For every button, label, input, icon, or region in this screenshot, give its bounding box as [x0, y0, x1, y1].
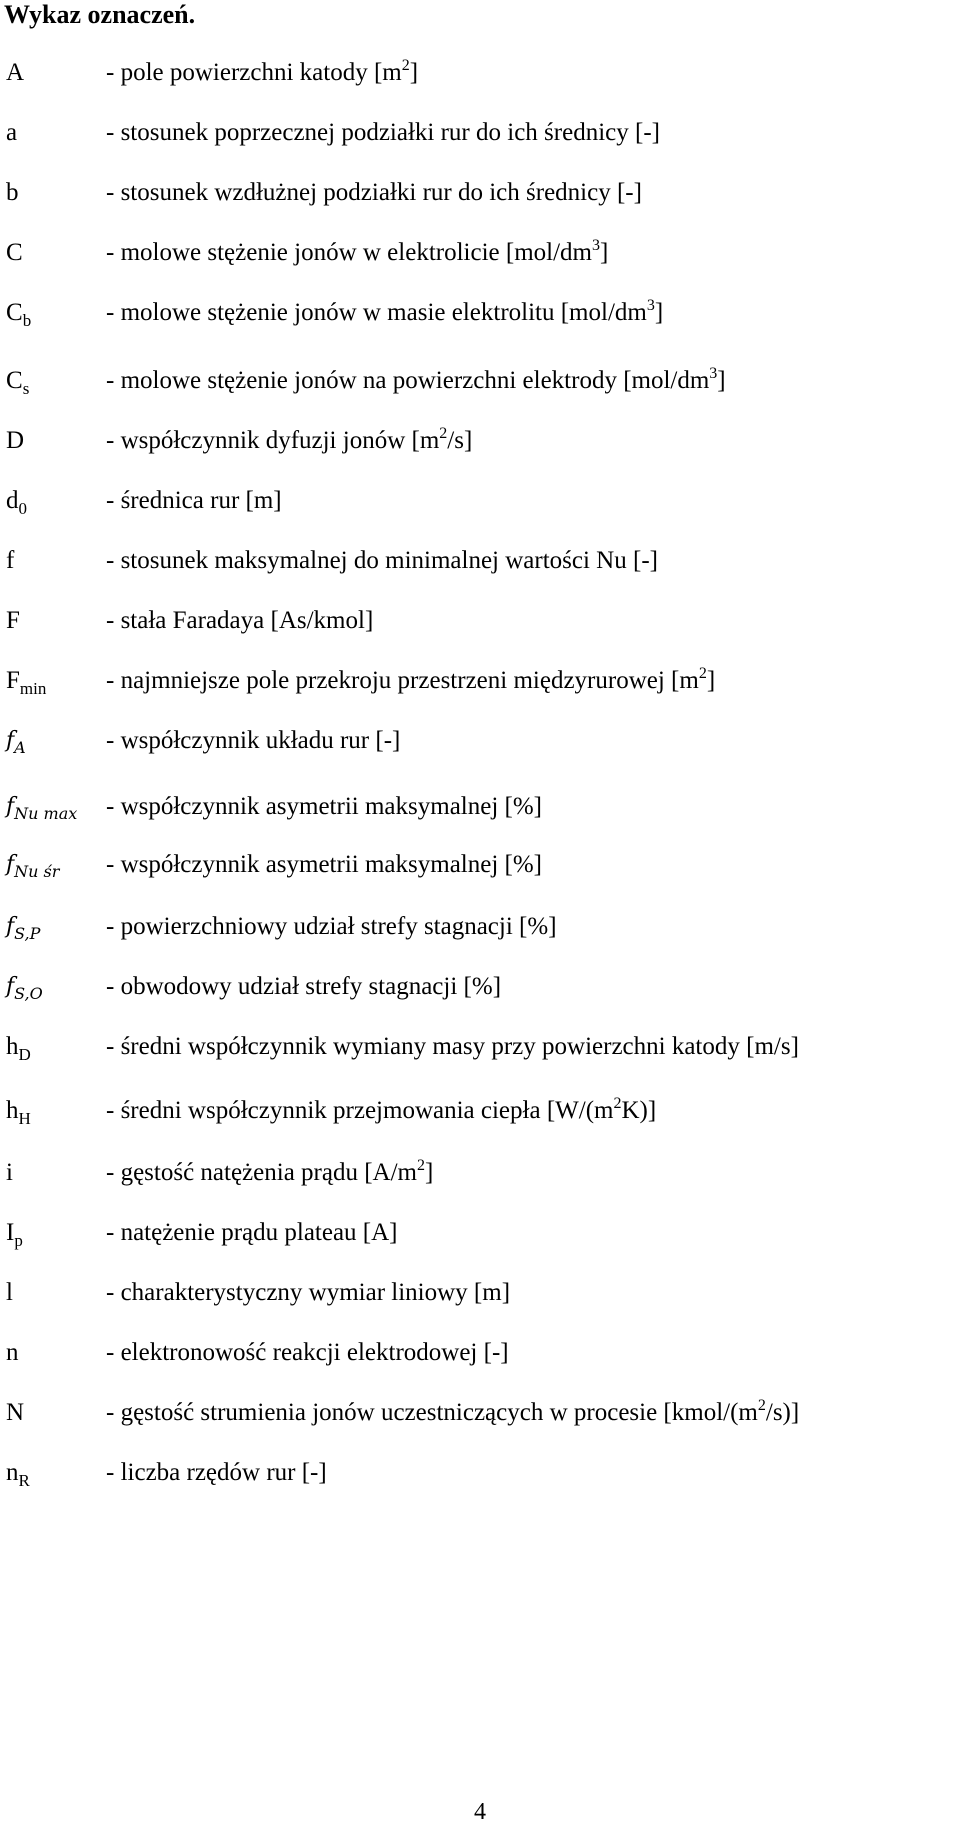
symbol-description	[106, 424, 472, 458]
symbol-description	[106, 484, 282, 518]
description-tail: K)]	[621, 1097, 657, 1124]
symbol-description	[106, 1030, 799, 1064]
symbol-letter: f	[6, 852, 15, 877]
symbol-letter: h	[6, 1033, 19, 1060]
description-text: - współczynnik asymetrii maksymalnej [%]	[106, 851, 542, 878]
symbol-letter: D	[6, 427, 25, 454]
symbol-letter: C	[6, 239, 23, 266]
symbol-description	[106, 970, 501, 1004]
symbol-letter: n	[6, 1459, 19, 1486]
symbol	[6, 484, 27, 518]
symbol-letter: f	[6, 794, 15, 819]
symbol	[6, 790, 77, 824]
symbol	[6, 56, 24, 90]
unit-exponent: 3	[646, 297, 655, 314]
symbol	[6, 910, 40, 944]
symbol-description	[106, 176, 642, 210]
symbol-subscript: b	[22, 311, 32, 330]
symbol	[6, 1276, 13, 1310]
symbol-row	[0, 790, 960, 830]
description-text: - stosunek wzdłużnej podziałki rur do ich średnicy [-]	[106, 179, 642, 206]
symbol-letter: l	[6, 1279, 13, 1306]
symbol-letter: h	[6, 1097, 19, 1124]
description-tail: ]	[717, 367, 726, 394]
symbol-row	[0, 848, 960, 888]
symbol-row	[0, 970, 960, 1010]
symbol-row	[0, 1156, 960, 1196]
description-tail: ]	[654, 299, 664, 326]
symbol-description	[106, 664, 715, 698]
page-heading: Wykaz oznaczeń.	[4, 0, 196, 29]
page-number: 4	[474, 1799, 486, 1825]
symbol-description	[106, 1216, 398, 1250]
symbol-subscript: A	[14, 738, 26, 757]
symbol	[6, 364, 29, 398]
symbol-letter: n	[6, 1339, 19, 1366]
symbol-description	[106, 1396, 799, 1430]
symbol-row	[0, 604, 960, 644]
symbol-description	[106, 236, 608, 270]
symbol-row	[0, 364, 960, 404]
symbol-letter: d	[6, 487, 19, 514]
symbol	[6, 424, 24, 458]
description-text: - elektronowość reakcji elektrodowej [-]	[106, 1339, 509, 1366]
unit-exponent: 2	[757, 1397, 766, 1414]
symbol-row	[0, 544, 960, 584]
unit-exponent: 2	[439, 425, 448, 442]
description-tail: /s)]	[765, 1399, 800, 1426]
unit-exponent: 2	[417, 1157, 425, 1174]
symbol-description	[106, 724, 400, 758]
unit-exponent: 3	[709, 365, 718, 382]
symbol-subscript: Nu śr	[14, 862, 60, 881]
symbol-letter: A	[6, 59, 25, 86]
symbol-subscript: R	[18, 1471, 30, 1490]
description-text: - obwodowy udział strefy stagnacji [%]	[106, 973, 502, 1000]
symbol-letter: f	[6, 547, 15, 574]
description-text: - średnica rur [m]	[106, 487, 282, 514]
description-tail: /s]	[447, 427, 473, 454]
symbol-subscript: D	[18, 1045, 31, 1064]
symbol-letter: F	[6, 667, 20, 694]
symbol-letter: F	[6, 607, 20, 634]
symbol-letter: f	[6, 914, 15, 939]
symbol-row	[0, 1276, 960, 1316]
symbol	[6, 1396, 24, 1430]
symbol	[6, 176, 19, 210]
symbol-description	[106, 910, 557, 944]
symbol-description	[106, 544, 658, 578]
symbol-description	[106, 1156, 433, 1190]
symbol-letter: f	[6, 974, 15, 999]
description-text: - średni współczynnik przejmowania ciepła [W/(m	[106, 1097, 614, 1124]
symbol-letter: i	[6, 1159, 13, 1186]
description-tail: ]	[409, 59, 419, 86]
symbol-letter: b	[6, 179, 19, 206]
description-text: - pole powierzchni katody [m	[106, 59, 402, 86]
description-text: - molowe stężenie jonów w elektrolicie [mol/dm	[106, 239, 592, 266]
symbol-letter: C	[6, 299, 23, 326]
symbol-row	[0, 116, 960, 156]
symbol-letter: N	[6, 1399, 25, 1426]
symbol-letter: I	[6, 1219, 15, 1246]
symbol-letter: f	[6, 728, 15, 753]
symbol-description	[106, 116, 660, 150]
symbol-description	[106, 848, 542, 882]
symbol-letter: a	[6, 119, 18, 146]
symbol	[6, 116, 17, 150]
symbol	[6, 1094, 31, 1128]
description-text: - współczynnik asymetrii maksymalnej [%]	[106, 793, 542, 820]
symbol	[6, 544, 14, 578]
symbol-subscript: S,P	[14, 924, 41, 943]
symbol-row	[0, 56, 960, 96]
symbol	[6, 1336, 19, 1370]
description-text: - stała Faradaya [As/kmol]	[106, 607, 374, 634]
description-text: - charakterystyczny wymiar liniowy [m]	[106, 1279, 511, 1306]
symbol-letter: C	[6, 367, 23, 394]
description-text: - gęstość strumienia jonów uczestniczących w procesie [kmol/(m	[106, 1399, 758, 1426]
symbol-row	[0, 1336, 960, 1376]
symbol-row	[0, 236, 960, 276]
symbol-subscript: p	[14, 1231, 23, 1250]
symbol-subscript: s	[22, 379, 30, 398]
description-text: - powierzchniowy udział strefy stagnacji [%]	[106, 913, 557, 940]
symbol-subscript: 0	[18, 499, 27, 518]
unit-exponent: 2	[698, 665, 707, 682]
symbol-description	[106, 1094, 656, 1128]
description-tail: ]	[706, 667, 716, 694]
symbol	[6, 236, 23, 270]
symbol	[6, 1030, 31, 1064]
symbol	[6, 724, 26, 758]
symbol-row	[0, 1030, 960, 1070]
description-text: - gęstość natężenia prądu [A/m	[106, 1159, 417, 1186]
unit-exponent: 2	[613, 1095, 622, 1112]
symbol-description	[106, 56, 418, 90]
symbol-description	[106, 1276, 510, 1310]
description-text: - stosunek maksymalnej do minimalnej wartości Nu [-]	[106, 547, 658, 574]
symbol-row	[0, 724, 960, 764]
symbol-subscript: S,O	[14, 984, 43, 1003]
symbol-row	[0, 910, 960, 950]
description-text: - współczynnik układu rur [-]	[106, 727, 401, 754]
description-text: - stosunek poprzecznej podziałki rur do ich średnicy [-]	[106, 119, 660, 146]
unit-exponent: 3	[591, 237, 600, 254]
symbol-description	[106, 1456, 327, 1490]
symbol-row	[0, 1094, 960, 1134]
symbol-description	[106, 790, 542, 824]
symbol	[6, 1456, 30, 1490]
symbol	[6, 1216, 23, 1250]
symbol-row	[0, 664, 960, 704]
symbol-row	[0, 484, 960, 524]
symbol-description	[106, 364, 726, 398]
description-text: - najmniejsze pole przekroju przestrzeni międzyrurowej [m	[106, 667, 699, 694]
symbol	[6, 1156, 13, 1190]
symbol-row	[0, 424, 960, 464]
symbol	[6, 664, 46, 698]
symbol-subscript: min	[19, 679, 47, 698]
description-text: - molowe stężenie jonów na powierzchni elektrody [mol/dm	[106, 367, 710, 394]
symbol	[6, 848, 59, 882]
description-text: - liczba rzędów rur [-]	[106, 1459, 327, 1486]
symbol-row	[0, 176, 960, 216]
description-text: - molowe stężenie jonów w masie elektrolitu [mol/dm	[106, 299, 647, 326]
description-text: - natężenie prądu plateau [A]	[106, 1219, 398, 1246]
description-tail: ]	[425, 1159, 434, 1186]
unit-exponent: 2	[401, 57, 410, 74]
description-text: - średni współczynnik wymiany masy przy powierzchni katody [m/s]	[106, 1033, 799, 1060]
symbol-row	[0, 1216, 960, 1256]
symbol-subscript: H	[18, 1109, 31, 1128]
symbol	[6, 604, 20, 638]
symbol-description	[106, 604, 373, 638]
symbol	[6, 296, 31, 330]
symbol-description	[106, 1336, 509, 1370]
symbol-row	[0, 1456, 960, 1496]
symbol-row	[0, 1396, 960, 1436]
symbol-subscript: Nu max	[14, 804, 78, 823]
symbol-description	[106, 296, 663, 330]
symbol-row	[0, 296, 960, 336]
symbol	[6, 970, 43, 1004]
description-text: - współczynnik dyfuzji jonów [m	[106, 427, 440, 454]
description-tail: ]	[599, 239, 609, 266]
